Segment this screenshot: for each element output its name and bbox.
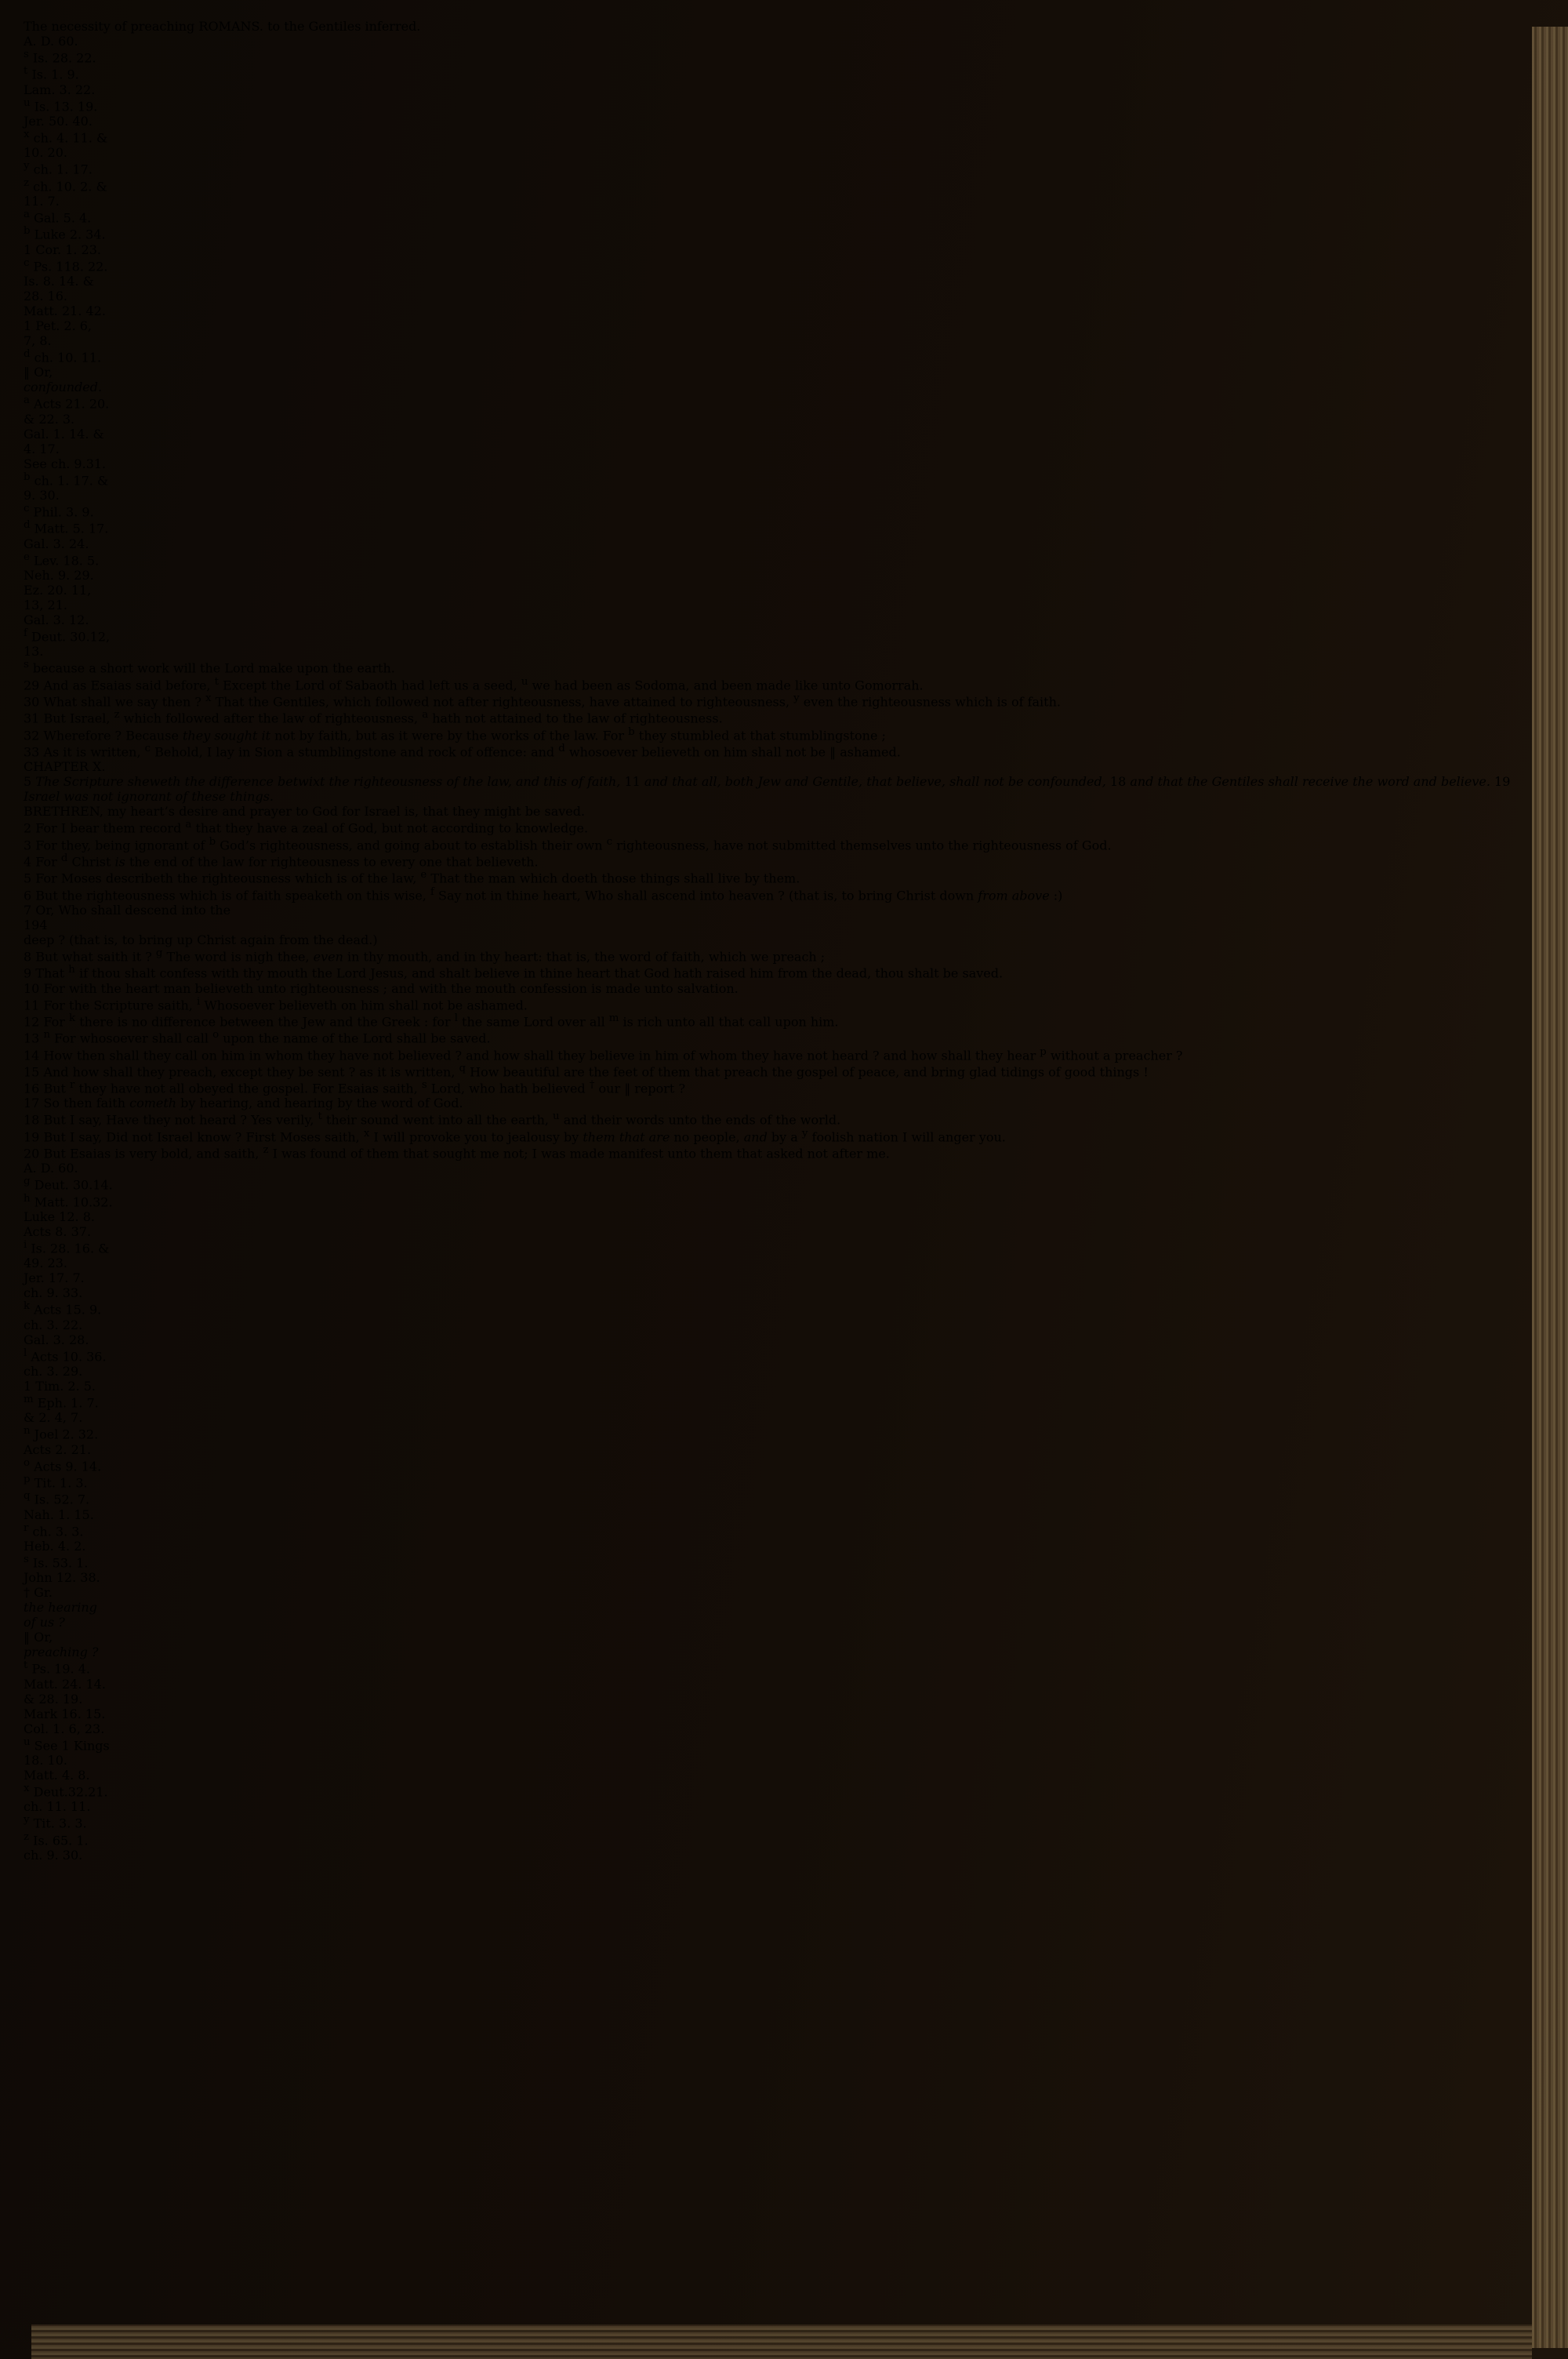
margin-reference-line: Acts 8. 37. [24,1224,92,1240]
margin-reference-line: Acts 2. 21. [24,1441,92,1457]
margin-reference-line: Jer. 17. 7. [24,1270,85,1286]
margin-reference-line: See ch. 9.31. [24,456,107,471]
verse-paragraph: 10 For with the heart man believeth unto righteousness ; and with the mouth confession is made unto salvation. [24,980,739,996]
margin-reference-line: 10. 20. [24,145,67,161]
margin-reference-line: $^u$ See 1 Kings [24,1736,110,1754]
verse-paragraph: 19 But I say, Did not Israel know ? First Moses saith, $^x$ I will provoke you to jealousy by them that are no people, and by a $^y$ foolish nation I will anger you. [24,1127,1006,1145]
margin-reference-line: ch. 3. 29. [24,1364,83,1379]
verse-paragraph: 29 And as Esaias said before, $^t$ Except the Lord of Sabaoth had left us a seed, $^u$ we had been as Sodoma, and been made like unto Gomorrah. [24,675,924,692]
margin-reference [24,1630,1532,1659]
margin-reference-line: Gal. 3. 12. [24,612,89,627]
verse-paragraph: 30 What shall we say then ? $^x$ That the Gentiles, which followed not after righteousness, have attained to righteousness, $^y$ even the righteousness which is of faith. [24,692,1061,710]
margin-reference [24,1239,1532,1300]
margin-reference-line: $^n$ Joel 2. 32. [24,1425,99,1442]
margin-reference-line: ch. 9. 33. [24,1285,83,1301]
margin-reference-line: $^d$ ch. 10. 11. [24,347,102,365]
drop-cap: B [24,804,33,820]
margin-reference-line: Heb. 4. 2. [24,1539,86,1554]
book-page [24,19,1532,2323]
margin-reference-line: the hearing [24,1600,97,1616]
margin-reference-line: $^m$ Eph. 1. 7. [24,1394,99,1411]
margin-reference-line: 28. 16. [24,288,67,304]
margin-reference-line: Jer. 50. 40. [24,113,93,129]
page-content [24,34,1532,1863]
right-margin-column [24,1161,1532,1863]
margin-reference-line: & 28. 19. [24,1691,83,1707]
margin-reference-line: $^y$ Tit. 3. 3. [24,1814,87,1831]
margin-reference-line: confounded. [24,380,103,395]
margin-reference [24,1347,1532,1394]
margin-reference-line: preaching ? [24,1645,99,1660]
margin-reference-line: $^u$ Is. 13. 19. [24,96,98,114]
margin-reference [24,1585,1532,1630]
margin-reference-line: $^d$ Matt. 5. 17. [24,519,109,536]
margin-reference [24,627,1532,659]
margin-reference-line: 49. 23. [24,1256,67,1271]
margin-reference-line: ch. 9. 30. [24,1848,83,1863]
margin-reference [24,225,1532,256]
margin-reference-line: 13, 21. [24,597,67,612]
margin-reference-line: Is. 8. 14. & [24,273,94,289]
margin-reference-line: $^t$ Is. 1. 9. [24,65,79,82]
margin-reference [24,1176,1532,1192]
margin-reference-line: $^b$ Luke 2. 34. [24,225,106,242]
margin-reference-line: John 12. 38. [24,1570,100,1586]
verse-paragraph: 9 That $^h$ if thou shalt confess with thy mouth the Lord Jesus, and shalt believe in thine heart that God hath raised him from the dead, thou shalt be saved. [24,964,1004,981]
margin-reference-line: $^o$ Acts 9. 14. [24,1456,102,1474]
margin-reference [24,394,1532,471]
margin-reference [24,97,1532,129]
margin-reference-line: Gal. 3. 24. [24,536,89,551]
margin-reference-line: 1 Tim. 2. 5. [24,1379,96,1394]
margin-reference-line: 13. [24,644,44,660]
margin-reference [24,1490,1532,1521]
date-label-left: A. D. 60. [24,34,78,49]
margin-reference [24,1831,1532,1863]
margin-reference [24,1457,1532,1474]
margin-reference [24,1300,1532,1347]
margin-reference [24,1394,1532,1425]
margin-reference-line: $^q$ Is. 52. 7. [24,1490,90,1507]
margin-reference-line: 18. 10. [24,1753,67,1768]
right-column-paragraphs [24,932,1532,1161]
margin-reference-line: Gal. 1. 14. & [24,426,104,442]
page-frame [24,19,1532,1863]
margin-reference-line: $^e$ Lev. 18. 5. [24,551,100,568]
verse-paragraph: 4 For $^d$ Christ is the end of the law for righteousness to every one that believeth. [24,852,539,870]
margin-reference [24,65,1532,96]
margin-reference [24,1474,1532,1490]
verse-paragraph: 31 But Israel, $^z$ which followed after the law of righteousness, $^a$ hath not attained to the law of righteousness. [24,709,723,726]
verse-paragraph: deep ? (that is, to bring up Christ again from the dead.) [24,932,378,947]
verse-paragraph: 11 For the Scripture saith, $^i$ Whosoever believeth on him shall not be ashamed. [24,995,528,1012]
margin-reference-line: $^f$ Deut. 30.12, [24,627,111,645]
verse-paragraph: 16 But $^r$ they have not all obeyed the gospel. For Esaias saith, $^s$ Lord, who hath believed † our ‖ report ? [24,1079,686,1096]
chapter-heading: CHAPTER X. [24,759,106,775]
margin-reference [24,160,1532,176]
margin-reference-line: ch. 3. 22. [24,1317,83,1332]
margin-reference [24,129,1532,160]
margin-reference-line: Col. 1. 6, 23. [24,1721,105,1736]
margin-reference [24,519,1532,551]
margin-reference [24,49,1532,65]
margin-reference-line: $^k$ Acts 15. 9. [24,1300,102,1318]
margin-reference-line: $^g$ Deut. 30.14. [24,1176,113,1193]
verse-paragraph: 12 For $^k$ there is no difference between the Jew and the Greek : for $^l$ the same Lord over all $^m$ is rich unto all that call upon him. [24,1012,839,1030]
date-label-right: A. D. 60. [24,1161,78,1176]
margin-reference-line: $^p$ Tit. 1. 3. [24,1474,88,1491]
margin-reference-line: ‖ Or, [24,365,53,380]
margin-reference-line: 11. 7. [24,193,60,209]
margin-reference [24,1425,1532,1456]
margin-reference-line: $^i$ Is. 28. 16. & [24,1239,110,1256]
left-references-list [24,49,1532,659]
margin-reference-line: Lam. 3. 22. [24,82,96,97]
margin-reference-line: $^x$ ch. 4. 11. & [24,128,108,146]
right-references-list [24,1176,1532,1863]
running-head-left: The necessity of preaching [24,19,195,34]
margin-reference-line: 7, 8. [24,333,52,348]
verse-paragraph: 20 But Esaias is very bold, and saith, $^z$ I was found of them that sought me not; I was made manifest unto them that asked not after me. [24,1144,890,1161]
margin-reference [24,551,1532,627]
margin-reference-line: Matt. 24. 14. [24,1676,106,1692]
margin-reference-line: Nah. 1. 15. [24,1507,94,1522]
margin-reference-line: & 22. 3. [24,411,75,427]
margin-reference-line: Matt. 4. 8. [24,1768,90,1783]
margin-reference-line: $^s$ Is. 28. 22. [24,49,96,66]
margin-reference [24,257,1532,348]
margin-reference [24,1736,1532,1783]
margin-reference-line: Luke 12. 8. [24,1209,95,1225]
verse-paragraph: 17 So then faith cometh by hearing, and hearing by the word of God. [24,1096,463,1111]
verse-paragraph: 14 How then shall they call on him in whom they have not believed ? and how shall they believe in him of whom they have not heard ? and how shall they hear $^p$ without a preacher ? [24,1045,1183,1063]
margin-reference [24,503,1532,519]
margin-reference-line: $^c$ Ps. 118. 22. [24,256,108,274]
book-fore-edge [1532,27,1568,2348]
margin-reference-line: Gal. 3. 28. [24,1332,89,1347]
margin-reference-line: Matt. 21. 42. [24,303,106,318]
margin-reference-line: 1 Pet. 2. 6, [24,318,92,333]
margin-reference [24,1193,1532,1239]
verse-paragraph: $^s$ because a short work will the Lord make upon the earth. [24,659,395,676]
left-margin-column [24,34,1532,659]
verse-paragraph: 32 Wherefore ? Because they sought it not by faith, but as it were by the works of the law. For $^b$ they stumbled at that stumblingstone ; [24,725,886,743]
margin-reference-line: $^z$ ch. 10. 2. & [24,176,107,194]
margin-reference-line: $^y$ ch. 1. 17. [24,160,93,177]
margin-reference-line: ch. 11. 11. [24,1799,91,1815]
margin-reference-line: ‖ Or, [24,1630,53,1645]
margin-reference [24,1783,1532,1814]
margin-reference-line: Mark 16. 15. [24,1706,106,1721]
margin-reference-line: 9. 30. [24,487,60,503]
verse-paragraph: 2 For I bear them record $^a$ that they have a zeal of God, but not according to knowledge. [24,819,589,836]
verse-paragraph: 5 For Moses describeth the righteousness which is of the law, $^e$ That the man which doeth those things shall live by them. [24,869,800,886]
verse-paragraph: 13 $^n$ For whosoever shall call $^o$ upon the name of the Lord shall be saved. [24,1029,491,1046]
margin-reference-line: Ez. 20. 11, [24,582,92,598]
verse-paragraph: BRETHREN, my heart’s desire and prayer to God for Israel is, that they might be saved. [24,804,586,820]
verse-paragraph: 15 And how shall they preach, except they be sent ? as it is written, $^q$ How beautiful are the feet of them that preach the gospel of peace, and bring glad tidings of good things ! [24,1062,1149,1080]
verse-paragraph: 7 Or, Who shall descend into the [24,902,231,918]
verse-paragraph: 18 But I say, Have they not heard ? Yes verily, $^t$ their sound went into all the earth, $^u$ and their words unto the ends of the world. [24,1110,841,1128]
running-head [24,19,1532,34]
margin-reference-line: $^r$ ch. 3. 3. [24,1521,84,1539]
running-head-title: ROMANS. [198,19,263,34]
verse-paragraph: 6 But the righteousness which is of faith speaketh on this wise, $^f$ Say not in thine heart, Who shall ascend into heaven ? (that is, to bring Christ down from above :) [24,885,1063,903]
chapter-summary: 5 The Scripture sheweth the difference betwixt the righteousness of the law, and this of faith, 11 and that all, both Jew and Gentile, that believe, shall not be confounded, 18 and that the Gentiles shall receive the word and believe. 19 Israel was not ignorant of these things. [24,774,1511,805]
book-bottom-edge [31,2324,1532,2359]
margin-reference-line: $^l$ Acts 10. 36. [24,1347,107,1365]
margin-reference-line: 4. 17. [24,441,60,456]
running-head-right: to the Gentiles inferred. [267,19,421,34]
margin-reference [24,1522,1532,1554]
margin-reference-line: $^b$ ch. 1. 17. & [24,471,109,488]
margin-reference-line: $^h$ Matt. 10.32. [24,1192,113,1210]
margin-reference-line: 1 Cor. 1. 23. [24,242,101,257]
margin-reference-line: $^t$ Ps. 19. 4. [24,1659,90,1677]
right-text-column [24,932,1532,1161]
page-number: 194 [24,917,48,932]
margin-reference-line: & 2. 4, 7. [24,1410,83,1426]
margin-reference-line: of us ? [24,1615,65,1630]
margin-reference-line: $^z$ Is. 65. 1. [24,1830,89,1848]
margin-reference [24,1659,1532,1736]
verse-paragraph: 33 As it is written, $^c$ Behold, I lay in Sion a stumblingstone and rock of offence: and $^d$ whosoever believeth on him shall not be ‖ ashamed. [24,742,901,760]
margin-reference [24,348,1532,365]
margin-reference [24,209,1532,225]
margin-reference-line: $^c$ Phil. 3. 9. [24,502,94,520]
margin-reference-line: $^x$ Deut.32.21. [24,1783,108,1800]
margin-reference [24,365,1532,394]
margin-reference-line: Neh. 9. 29. [24,567,94,583]
left-column-paragraphs [24,659,1532,918]
verse-paragraph: 8 But what saith it ? $^g$ The word is nigh thee, even in thy mouth, and in thy heart: that is, the word of faith, which we preach ; [24,947,826,965]
margin-reference-line: $^a$ Acts 21. 20. [24,394,110,412]
margin-reference [24,471,1532,503]
margin-reference-line: † Gr. [24,1585,53,1601]
margin-reference-line: $^a$ Gal. 5. 4. [24,208,92,226]
margin-reference [24,1814,1532,1830]
left-text-column [24,659,1532,932]
margin-reference [24,177,1532,209]
margin-reference [24,1554,1532,1585]
margin-reference-line: $^s$ Is. 53. 1. [24,1554,89,1571]
verse-paragraph: 3 For they, being ignorant of $^b$ God’s righteousness, and going about to establish their own $^c$ righteousness, have not submitted themselves unto the righteousness of God. [24,835,1112,852]
